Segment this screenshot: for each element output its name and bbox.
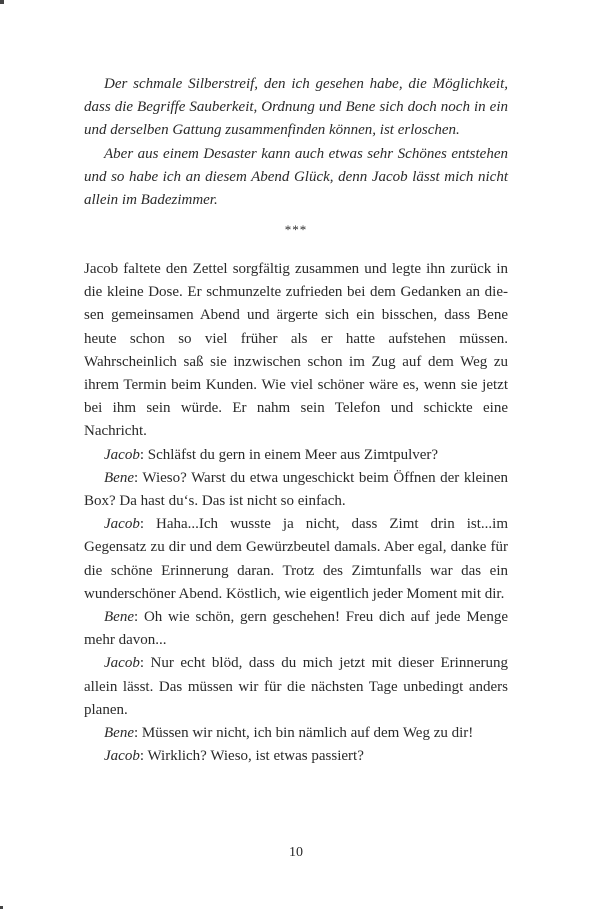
page-number: 10: [289, 845, 303, 860]
crop-mark-top-left: [0, 0, 4, 4]
message-text: : Wirklich? Wieso, ist etwas passiert?: [139, 748, 364, 765]
message-text: : Nur echt blöd, dass du mich jetzt mit dieser Erinnerung allein lässt. Das müssen wir für die nächsten Tage unbedingt anders planen.: [84, 655, 508, 718]
narration-paragraph: Jacob faltete den Zettel sorgfältig zusammen und legte ihn zurück in die kleine Dose. Er schmunzelte zufrieden bei dem Gedanken an diesen gemeinsamen Abend und ärgerte sich ein bisschen, dass Bene heute schon so viel früher als er hatte aufstehen müssen. Wahrscheinlich saß sie inzwischen schon im Zug auf dem Weg zu ihrem Termin beim Kunden. Wie viel schöner wäre es, wenn sie jetzt bei ihm sein würde. Er nahm sein Telefon und schickte eine Nachricht.: [84, 261, 508, 440]
speaker-name: Bene: [104, 609, 134, 626]
message-text: : Oh wie schön, gern geschehen! Freu dich auf jede Menge mehr davon...: [84, 609, 508, 649]
message-text: : Haha...Ich wusste ja nicht, dass Zimt drin ist...im Gegensatz zu dir und dem Gewürzbeutel damals. Aber egal, danke für die schöne Erinnerung daran. Trotz des Zimtunfalls war das ein wunderschöner Abend. Köstlich, wie eigentlich jeder Moment mit dir.: [84, 516, 508, 602]
message-1: [84, 444, 508, 467]
message-text: : Schläfst du gern in einem Meer aus Zimtpulver?: [139, 446, 439, 463]
crop-mark-bottom-left: [0, 906, 3, 909]
message-7: [84, 745, 508, 768]
speaker-name: Jacob: [104, 516, 140, 533]
main-text: [84, 258, 508, 768]
scene-separator: ***: [284, 222, 308, 237]
speaker-name: Bene: [104, 725, 134, 742]
italic-excerpt: [84, 73, 508, 212]
speaker-name: Jacob: [104, 655, 140, 672]
italic-paragraph-1: Der schmale Silberstreif, den ich gesehen habe, die Möglichkeit, dass die Begriffe Sauberkeit, Ordnung und Bene sich doch noch in ein und derselben Gattung zusammenfinden können, ist erloschen.: [84, 76, 508, 139]
message-4: [84, 606, 508, 652]
speaker-name: Bene: [104, 469, 134, 486]
message-3: [84, 513, 508, 606]
message-2: [84, 467, 508, 513]
italic-paragraph-2: Aber aus einem Desaster kann auch etwas sehr Schönes entstehen und so habe ich an diesem Abend Glück, denn Jacob lässt mich nicht allein im Badezimmer.: [84, 145, 508, 209]
message-5: [84, 652, 508, 722]
message-text: : Müssen wir nicht, ich bin nämlich auf dem Weg zu dir!: [133, 725, 474, 742]
speaker-name: Jacob: [104, 446, 140, 463]
message-6: [84, 722, 508, 745]
message-text: : Wieso? Warst du etwa ungeschickt beim Öffnen der kleinen Box? Da hast du‘s. Das ist nicht so einfach.: [84, 469, 508, 510]
speaker-name: Jacob: [104, 748, 140, 765]
